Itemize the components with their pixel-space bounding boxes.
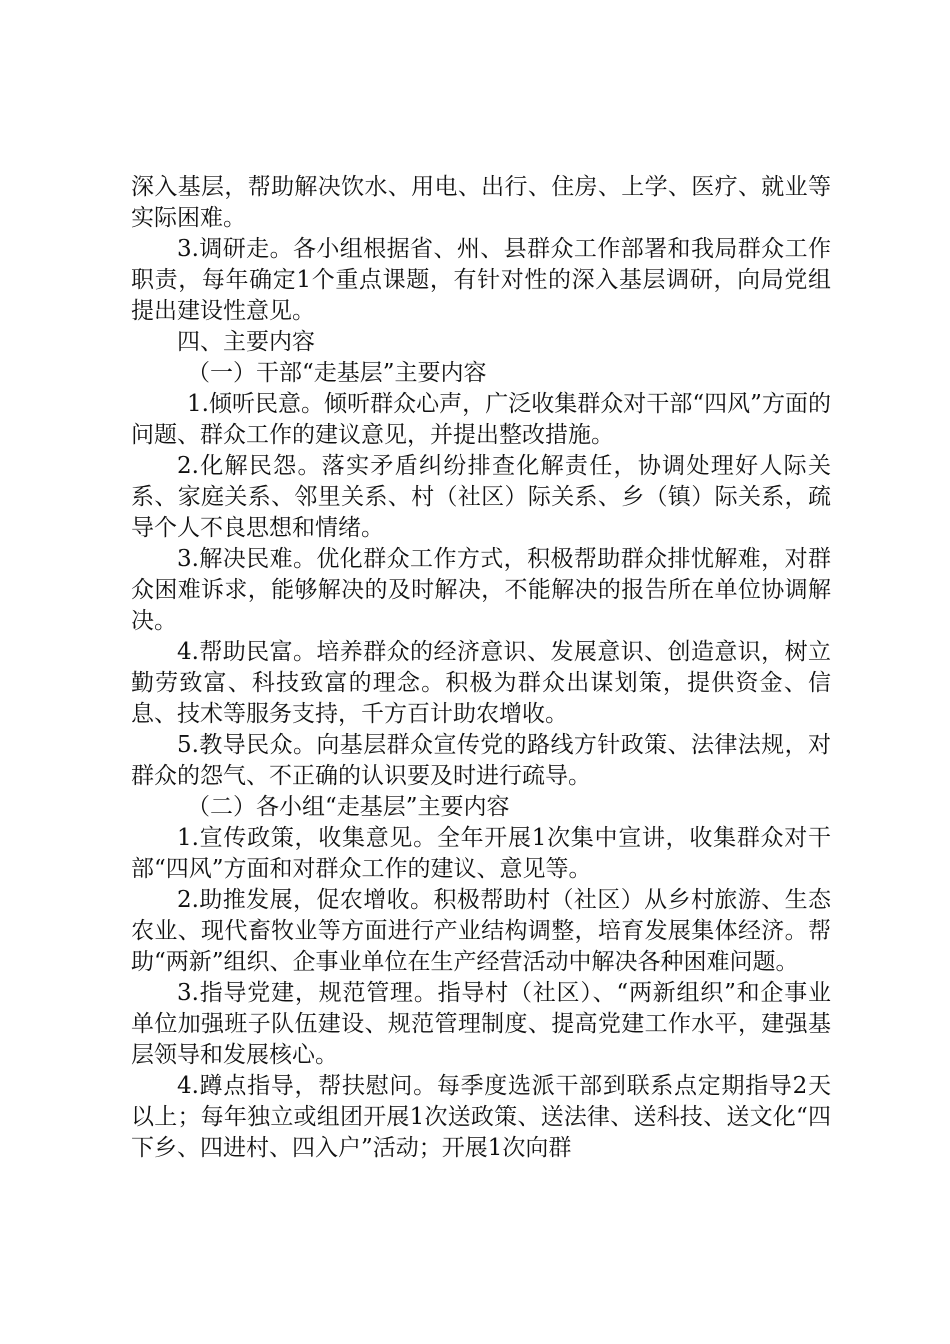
paragraph: 1.倾听民意。倾听群众心声，广泛收集群众对干部“四风”方面的问题、群众工作的建议意见，并提出整改措施。 (131, 391, 831, 448)
paragraph: 深入基层，帮助解决饮水、用电、出行、住房、上学、医疗、就业等实际困难。 (131, 174, 831, 231)
paragraph: 2.化解民怨。落实矛盾纠纷排查化解责任，协调处理好人际关系、家庭关系、邻里关系、村（社区）际关系、乡（镇）际关系，疏导个人不良思想和情绪。 (131, 453, 831, 541)
section-heading: 四、主要内容 (177, 329, 315, 355)
subsection-heading: （二）各小组“走基层”主要内容 (187, 794, 510, 820)
paragraph: 3.解决民难。优化群众工作方式，积极帮助群众排忧解难，对群众困难诉求，能够解决的及时解决，不能解决的报告所在单位协调解决。 (131, 546, 831, 634)
paragraph: 3.调研走。各小组根据省、州、县群众工作部署和我局群众工作职责，每年确定1个重点课题，有针对性的深入基层调研，向局党组提出建设性意见。 (131, 236, 831, 324)
paragraph: 1.宣传政策，收集意见。全年开展1次集中宣讲，收集群众对干部“四风”方面和对群众工作的建议、意见等。 (131, 825, 831, 882)
document-body (131, 172, 831, 1164)
paragraph: 5.教导民众。向基层群众宣传党的路线方针政策、法律法规，对群众的怨气、不正确的认识要及时进行疏导。 (131, 732, 831, 789)
subsection-heading: （一）干部“走基层”主要内容 (187, 360, 487, 386)
paragraph: 4.帮助民富。培养群众的经济意识、发展意识、创造意识，树立勤劳致富、科技致富的理念。积极为群众出谋划策，提供资金、信息、技术等服务支持，千方百计助农增收。 (131, 639, 831, 727)
paragraph: 3.指导党建，规范管理。指导村（社区）、“两新组织”和企事业单位加强班子队伍建设、规范管理制度、提高党建工作水平，建强基层领导和发展核心。 (131, 980, 831, 1068)
paragraph: 2.助推发展，促农增收。积极帮助村（社区）从乡村旅游、生态农业、现代畜牧业等方面进行产业结构调整，培育发展集体经济。帮助“两新”组织、企事业单位在生产经营活动中解决各种困难问题。 (131, 887, 831, 975)
paragraph: 4.蹲点指导，帮扶慰问。每季度选派干部到联系点定期指导2天以上；每年独立或组团开展1次送政策、送法律、送科技、送文化“四下乡、四进村、四入户”活动；开展1次向群 (131, 1073, 831, 1161)
